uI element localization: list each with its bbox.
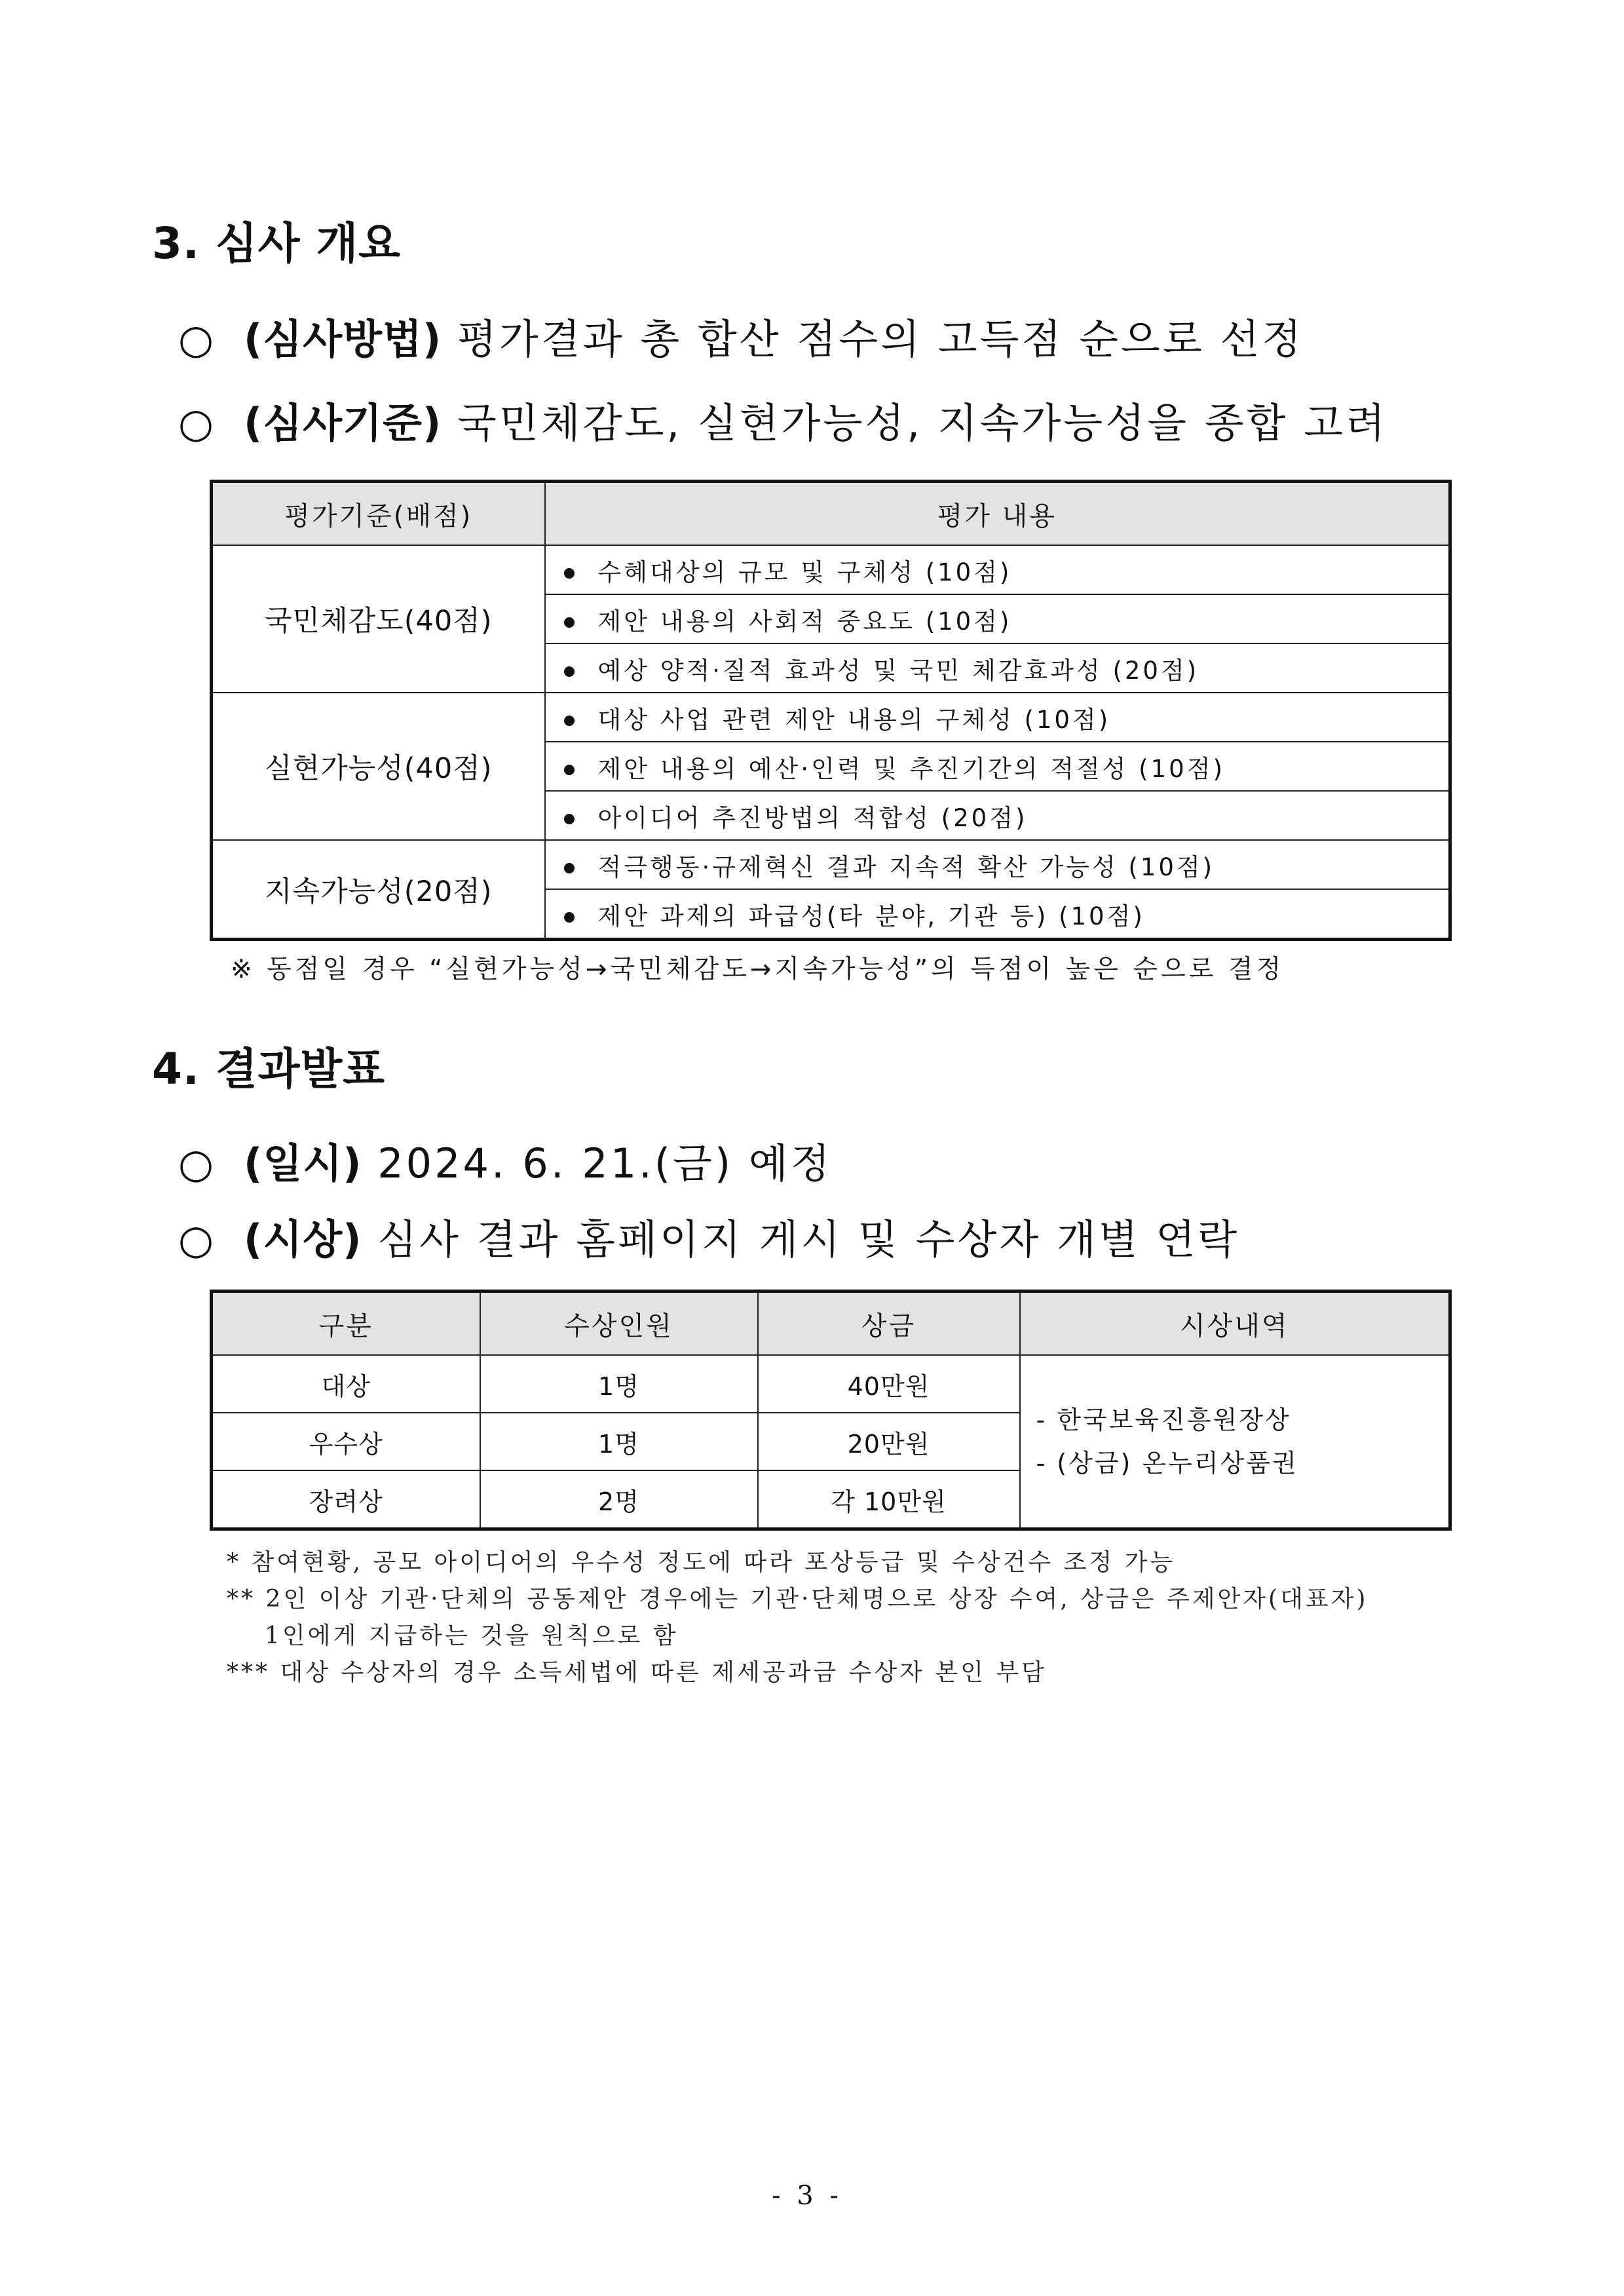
- award-category: 우수상: [212, 1413, 480, 1470]
- footnote: *** 대상 수상자의 경우 소득세법에 따른 제세공과금 수상자 본인 부담: [227, 1659, 1047, 1686]
- bullet-tag: (일시): [244, 1139, 362, 1187]
- circle-bullet-icon: ○: [178, 1215, 217, 1263]
- column-header: 상금: [758, 1292, 1020, 1356]
- review-method-bullet: [178, 307, 1304, 365]
- award-prize: 20만원: [758, 1413, 1020, 1470]
- column-header: 수상인원: [480, 1292, 758, 1356]
- announcement-date-bullet: [178, 1131, 833, 1189]
- bullet-dot-icon: [564, 617, 575, 628]
- bullet-text: 2024. 6. 21.(금) 예정: [377, 1139, 833, 1187]
- column-header: 평가기준(배점): [212, 482, 545, 546]
- award-count: 2명: [480, 1470, 758, 1529]
- column-header: 구분: [212, 1292, 480, 1356]
- review-criteria-bullet: [178, 391, 1388, 449]
- table-header-row: [212, 482, 1450, 546]
- bullet-dot-icon: [564, 716, 575, 726]
- bullet-text: 국민체감도, 실현가능성, 지속가능성을 종합 고려: [457, 399, 1388, 447]
- table-header-row: [212, 1292, 1450, 1356]
- circle-bullet-icon: ○: [178, 399, 217, 447]
- column-header: 평가 내용: [545, 482, 1450, 546]
- page-number: - 3 -: [772, 2181, 842, 2211]
- criterion-cell: 국민체감도(40점): [212, 545, 545, 693]
- bullet-dot-icon: [564, 666, 575, 677]
- award-table: [210, 1290, 1452, 1531]
- award-category: 대상: [212, 1355, 480, 1413]
- table-row: [212, 693, 1450, 742]
- criterion-item: 제안 과제의 파급성(타 분야, 기관 등) (10점): [545, 889, 1450, 940]
- column-header: 시상내역: [1020, 1292, 1450, 1356]
- award-prize: 각 10만원: [758, 1470, 1020, 1529]
- criterion-cell: 실현가능성(40점): [212, 693, 545, 840]
- award-ceremony-bullet: [178, 1207, 1239, 1265]
- circle-bullet-icon: ○: [178, 1139, 217, 1187]
- section-4-title: 4. 결과발표: [152, 1044, 385, 1094]
- criterion-item: 아이디어 추진방법의 적합성 (20점): [545, 791, 1450, 840]
- footnote: ** 2인 이상 기관·단체의 공동제안 경우에는 기관·단체명으로 상장 수여, 상금은 주제안자(대표자): [227, 1586, 1369, 1613]
- bullet-tag: (심사방법): [244, 315, 442, 363]
- award-count: 1명: [480, 1413, 758, 1470]
- criterion-item: 수혜대상의 규모 및 구체성 (10점): [545, 545, 1450, 594]
- award-category: 장려상: [212, 1470, 480, 1529]
- section-3-title: 3. 심사 개요: [152, 218, 401, 269]
- criterion-item: 제안 내용의 예산·인력 및 추진기간의 적절성 (10점): [545, 742, 1450, 791]
- criterion-item: 대상 사업 관련 제안 내용의 구체성 (10점): [545, 693, 1450, 742]
- table-row: [212, 1355, 1450, 1413]
- award-count: 1명: [480, 1355, 758, 1413]
- table-row: [212, 840, 1450, 889]
- tie-break-note: ※ 동점일 경우 “실현가능성→국민체감도→지속가능성”의 득점이 높은 순으로 결정: [231, 955, 1285, 984]
- bullet-tag: (심사기준): [244, 399, 442, 447]
- criterion-item: 적극행동·규제혁신 결과 지속적 확산 가능성 (10점): [545, 840, 1450, 889]
- criterion-item: 제안 내용의 사회적 중요도 (10점): [545, 594, 1450, 643]
- bullet-dot-icon: [564, 912, 575, 923]
- footnote: 1인에게 지급하는 것을 원칙으로 함: [265, 1622, 679, 1649]
- bullet-tag: (시상): [244, 1215, 362, 1263]
- table-row: [212, 545, 1450, 594]
- bullet-dot-icon: [564, 814, 575, 824]
- criterion-cell: 지속가능성(20점): [212, 840, 545, 940]
- award-prize: 40만원: [758, 1355, 1020, 1413]
- bullet-dot-icon: [564, 863, 575, 873]
- award-description: - 한국보육진흥원장상 - (상금) 온누리상품권: [1020, 1355, 1450, 1529]
- bullet-text: 평가결과 총 합산 점수의 고득점 순으로 선정: [457, 315, 1304, 363]
- circle-bullet-icon: ○: [178, 315, 217, 363]
- bullet-text: 심사 결과 홈페이지 게시 및 수상자 개별 연락: [377, 1215, 1240, 1263]
- footnote: * 참여현황, 공모 아이디어의 우수성 정도에 따라 포상등급 및 수상건수 조정 가능: [227, 1549, 1176, 1576]
- bullet-dot-icon: [564, 765, 575, 775]
- evaluation-criteria-table: [210, 480, 1452, 941]
- bullet-dot-icon: [564, 568, 575, 579]
- criterion-item: 예상 양적·질적 효과성 및 국민 체감효과성 (20점): [545, 643, 1450, 693]
